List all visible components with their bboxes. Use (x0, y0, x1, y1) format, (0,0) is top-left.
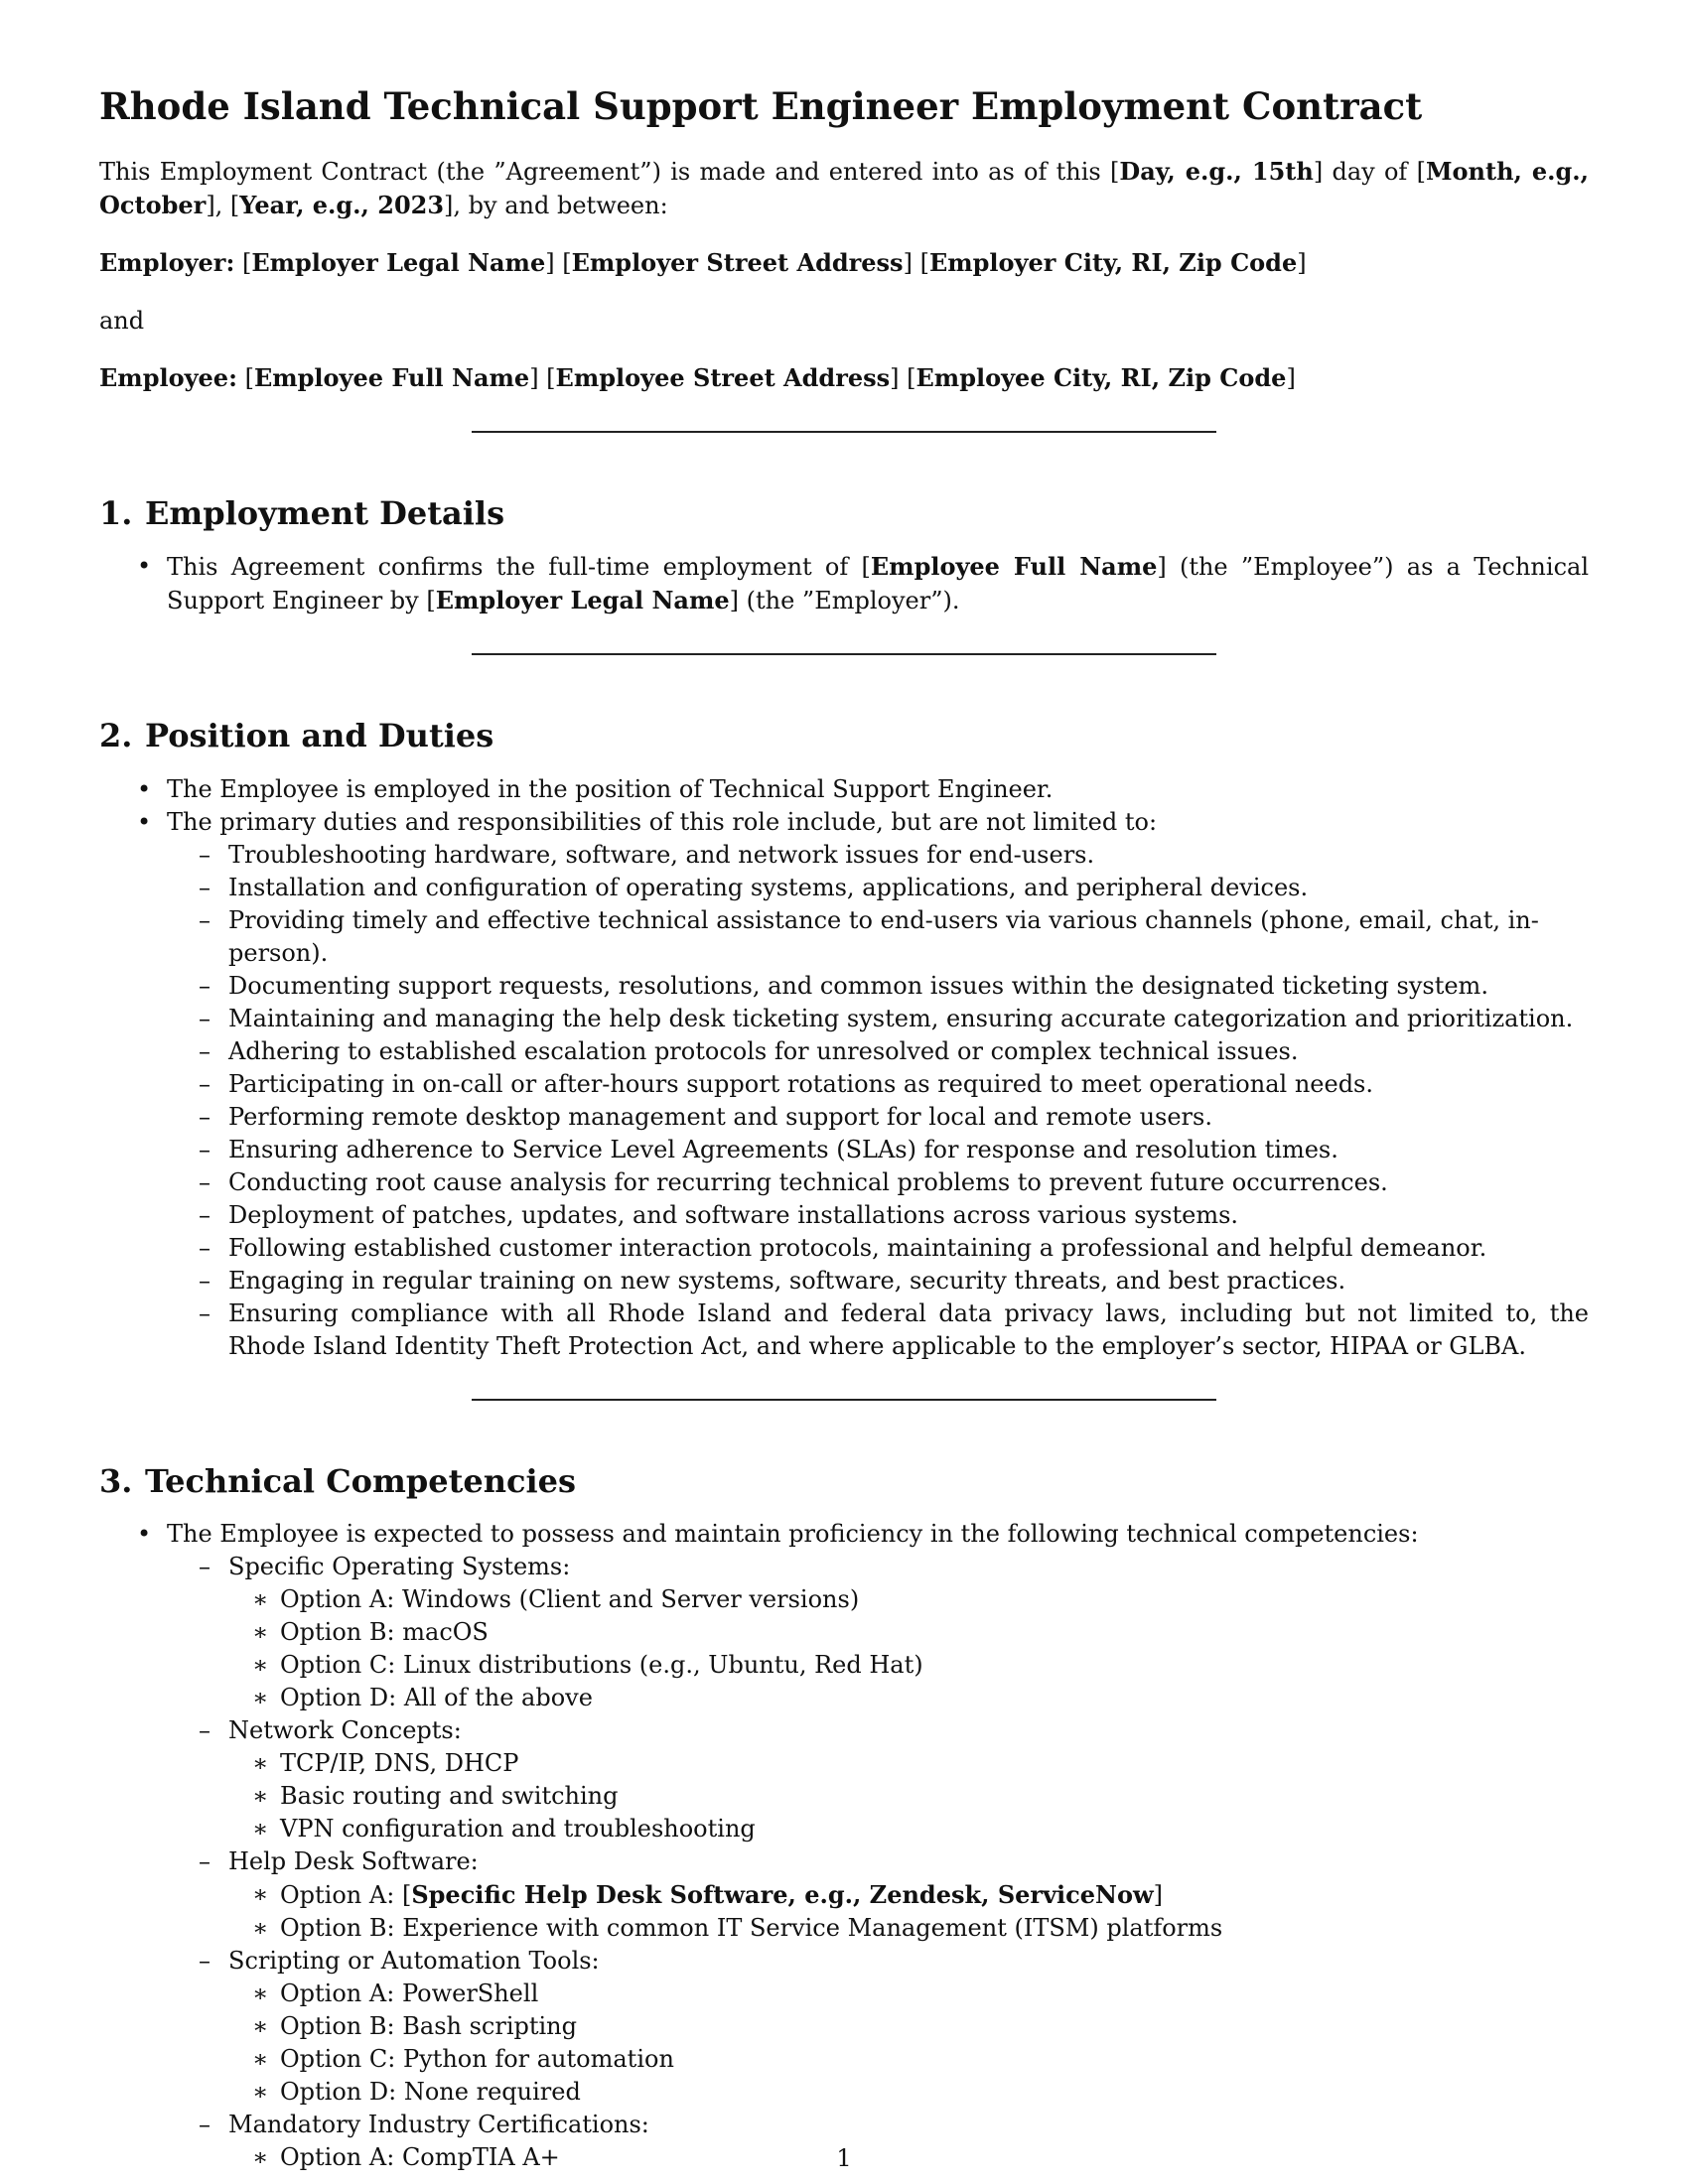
option-item (228, 1813, 1589, 1845)
competency-label: Help Desk Software: (228, 1846, 479, 1875)
document-page (99, 83, 1589, 2174)
employer-name: Employer Legal Name (435, 586, 730, 615)
section-number: 3. (99, 1461, 133, 1500)
option-item (228, 1747, 1589, 1780)
dash-marker: – (199, 1036, 211, 1065)
star-marker: ∗ (252, 2142, 269, 2171)
option-text: Option A: PowerShell (280, 1979, 539, 2007)
option-list (228, 1583, 1589, 1714)
list-item (99, 1518, 1589, 2174)
employee-label: Employee: (99, 362, 237, 392)
competency-group (167, 1945, 1589, 2109)
dash-marker: – (199, 971, 211, 1000)
option-item (228, 2043, 1589, 2076)
bullet-marker: • (137, 774, 152, 803)
list-item-text: ] (the ”Employee”) as a Technical Support Engineer by [ (167, 553, 1589, 615)
option-text: Option C: Python for automation (280, 2044, 674, 2073)
option-text: Option D: None required (280, 2077, 581, 2106)
option-text: Option C: Linux distributions (e.g., Ubuntu, Red Hat) (280, 1650, 923, 1679)
option-text: ] (1153, 1880, 1163, 1909)
section-divider (472, 1399, 1216, 1401)
duty-text: Following established customer interaction protocols, maintaining a professional and helpful demeanor. (228, 1233, 1487, 1262)
dash-marker: – (199, 1552, 211, 1580)
star-marker: ∗ (252, 1879, 269, 1908)
duty-item (167, 1068, 1589, 1101)
intro-text: This Employment Contract (the ”Agreement”) is made and entered into as of this [ (99, 158, 1120, 187)
option-item (228, 1616, 1589, 1649)
dash-marker: – (199, 1135, 211, 1163)
employee-name: Employee Full Name (253, 362, 530, 392)
star-marker: ∗ (252, 2044, 269, 2073)
bullet-marker: • (137, 1519, 152, 1548)
duty-item (167, 1035, 1589, 1068)
option-item (228, 2010, 1589, 2043)
dash-marker: – (199, 1846, 211, 1875)
intro-text: ], by and between: (444, 192, 668, 220)
star-marker: ∗ (252, 2077, 269, 2106)
employer-street: Employer Street Address (571, 248, 904, 278)
document-title: Rhode Island Technical Support Engineer Employment Contract (99, 84, 1423, 128)
duties-list (167, 839, 1589, 1363)
duty-item (167, 839, 1589, 872)
option-text: TCP/IP, DNS, DHCP (280, 1748, 519, 1777)
employee-line: Employee: [Employee Full Name] [Employee Street Address] [Employee City, RI, Zip Code] (99, 362, 1296, 392)
option-text: Option A: [ (280, 1880, 412, 1909)
star-marker: ∗ (252, 1979, 269, 2007)
list-item-text: The primary duties and responsibilities of this role include, but are not limited to: (167, 807, 1158, 836)
star-marker: ∗ (252, 1748, 269, 1777)
duty-text: Participating in on-call or after-hours support rotations as required to meet operational needs. (228, 1069, 1373, 1098)
dash-marker: – (199, 1715, 211, 1744)
option-item (228, 1912, 1589, 1945)
option-text: Option B: Bash scripting (280, 2011, 578, 2040)
duty-text: Ensuring adherence to Service Level Agreements (SLAs) for response and resolution times. (228, 1135, 1338, 1163)
duty-text: Ensuring compliance with all Rhode Island and federal data privacy laws, including but not limited to, the Rhode Island Identity Theft Protection Act, and where applicable to the employer’s sector, HIPAA or GLBA. (228, 1298, 1589, 1360)
option-list (228, 1747, 1589, 1845)
star-marker: ∗ (252, 1913, 269, 1942)
star-marker: ∗ (252, 1617, 269, 1646)
section-divider (472, 653, 1216, 655)
dash-marker: – (199, 840, 211, 869)
star-marker: ∗ (252, 1683, 269, 1711)
section-divider (472, 431, 1216, 433)
duty-item (167, 872, 1589, 904)
option-text: Option A: Windows (Client and Server versions) (280, 1584, 860, 1613)
dash-marker: – (199, 905, 211, 934)
duty-item (167, 1166, 1589, 1199)
duty-text: Documenting support requests, resolutions, and common issues within the designated ticketing system. (228, 971, 1488, 1000)
list-item (99, 773, 1589, 806)
option-list (228, 1978, 1589, 2109)
employer-label: Employer: (99, 248, 235, 278)
dash-marker: – (199, 1233, 211, 1262)
list-item-text: ] (the ”Employer”). (729, 587, 960, 615)
competency-group (167, 1551, 1589, 1714)
list-item-text: The Employee is expected to possess and maintain proficiency in the following technical competencies: (167, 1519, 1419, 1548)
dash-marker: – (199, 1266, 211, 1295)
page-number: 1 (836, 2144, 852, 2172)
star-marker: ∗ (252, 1584, 269, 1613)
year-placeholder: Year, e.g., 2023 (239, 191, 445, 220)
competency-list (167, 1551, 1589, 2174)
star-marker: ∗ (252, 1781, 269, 1810)
duty-item (167, 1134, 1589, 1166)
section-title: Employment Details (145, 493, 505, 532)
duty-text: Deployment of patches, updates, and software installations across various systems. (228, 1200, 1239, 1229)
duty-text: Maintaining and managing the help desk ticketing system, ensuring accurate categorization and prioritization. (228, 1004, 1574, 1032)
duty-text: Adhering to established escalation protocols for unresolved or complex technical issues. (228, 1036, 1299, 1065)
competency-group (167, 1714, 1589, 1845)
option-text: Option D: All of the above (280, 1683, 593, 1711)
dash-marker: – (199, 1200, 211, 1229)
competency-label: Network Concepts: (228, 1715, 462, 1744)
intro-text: ], [ (206, 192, 240, 220)
intro-text: ] day of [ (1313, 158, 1426, 187)
option-item (228, 1878, 1589, 1912)
dash-marker: – (199, 1946, 211, 1975)
duty-text: Troubleshooting hardware, software, and network issues for end-users. (228, 840, 1095, 869)
option-item (228, 2076, 1589, 2109)
competency-label: Specific Operating Systems: (228, 1552, 571, 1580)
duty-text: Installation and configuration of operating systems, applications, and peripheral devices. (228, 873, 1309, 901)
list-item (99, 550, 1589, 617)
duty-item (167, 1101, 1589, 1134)
employer-city: Employer City, RI, Zip Code (928, 248, 1298, 278)
dash-marker: – (199, 2110, 211, 2138)
duty-text: Providing timely and effective technical assistance to end-users via various channels (phone, email, chat, in-person). (228, 905, 1539, 967)
duty-item (167, 970, 1589, 1003)
bullet-marker: • (137, 807, 152, 836)
competency-label: Scripting or Automation Tools: (228, 1946, 600, 1975)
section-title: Position and Duties (145, 717, 494, 755)
option-list (228, 1878, 1589, 1945)
day-placeholder: Day, e.g., 15th (1119, 157, 1314, 187)
option-item (228, 1682, 1589, 1714)
list-item (99, 806, 1589, 1363)
competency-label: Mandatory Industry Certifications: (228, 2110, 649, 2138)
employer-name: Employer Legal Name (251, 248, 546, 278)
dash-marker: – (199, 1004, 211, 1032)
and-text: and (99, 306, 145, 335)
option-text: Option A: CompTIA A+ (280, 2142, 560, 2171)
option-item (228, 1780, 1589, 1813)
option-text: VPN configuration and troubleshooting (280, 1814, 756, 1843)
duty-item (167, 1297, 1589, 1363)
bullet-marker: • (137, 552, 152, 581)
employee-city: Employee City, RI, Zip Code (915, 362, 1287, 392)
list-item-text: This Agreement confirms the full-time employment of [ (167, 553, 871, 582)
star-marker: ∗ (252, 1814, 269, 1843)
option-item (228, 1978, 1589, 2010)
duty-text: Performing remote desktop management and support for local and remote users. (228, 1102, 1212, 1131)
duty-item (167, 1232, 1589, 1265)
duty-item (167, 904, 1589, 970)
duty-item (167, 1199, 1589, 1232)
employee-name: Employee Full Name (870, 552, 1158, 582)
duty-text: Engaging in regular training on new systems, software, security threats, and best practices. (228, 1266, 1346, 1295)
dash-marker: – (199, 1167, 211, 1196)
option-item (228, 1583, 1589, 1616)
option-text: Option B: Experience with common IT Service Management (ITSM) platforms (280, 1913, 1223, 1942)
duty-text: Conducting root cause analysis for recurring technical problems to prevent future occurrences. (228, 1167, 1388, 1196)
option-item (228, 1649, 1589, 1682)
competency-group (167, 1845, 1589, 1945)
star-marker: ∗ (252, 2011, 269, 2040)
star-marker: ∗ (252, 1650, 269, 1679)
section-title: Technical Competencies (145, 1461, 577, 1500)
dash-marker: – (199, 1102, 211, 1131)
section-heading (99, 494, 1589, 532)
option-text: Basic routing and switching (280, 1781, 619, 1810)
dash-marker: – (199, 873, 211, 901)
duty-item (167, 1265, 1589, 1297)
list-item-text: The Employee is employed in the position of Technical Support Engineer. (167, 774, 1054, 803)
dash-marker: – (199, 1298, 211, 1327)
intro-paragraph (99, 155, 1589, 222)
option-text: Option B: macOS (280, 1617, 489, 1646)
section-heading (99, 717, 1589, 754)
duty-item (167, 1003, 1589, 1035)
bullet-list (99, 1518, 1589, 2174)
bullet-list (99, 773, 1589, 1363)
bullet-list (99, 550, 1589, 617)
dash-marker: – (199, 1069, 211, 1098)
section-number: 2. (99, 717, 133, 755)
employee-street: Employee Street Address (555, 362, 891, 392)
employer-line: Employer: [Employer Legal Name] [Employer Street Address] [Employer City, RI, Zip Code] (99, 248, 1307, 278)
helpdesk-software-placeholder: Specific Help Desk Software, e.g., Zendesk, ServiceNow (411, 1879, 1154, 1909)
section-number: 1. (99, 493, 133, 532)
month-placeholder: Month, e.g., October (99, 157, 1589, 220)
section-heading (99, 1462, 1589, 1500)
